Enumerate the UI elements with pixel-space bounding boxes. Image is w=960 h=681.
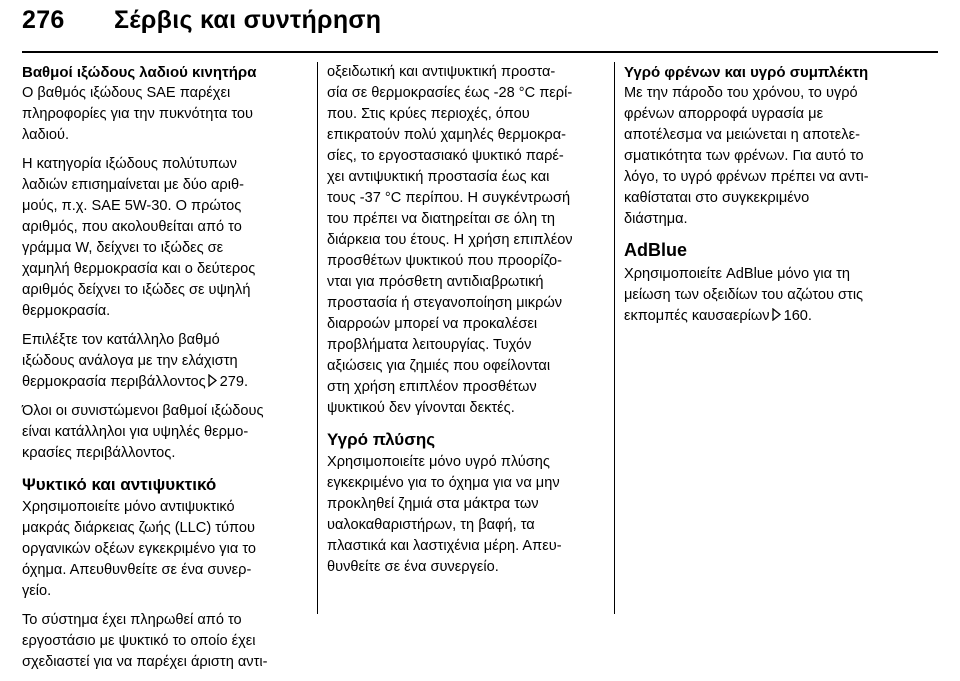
section-heading: Υγρό φρένων και υγρό συμπλέκτη — [624, 64, 869, 81]
column-divider — [317, 62, 318, 614]
xref-page-link[interactable]: 160. — [783, 308, 812, 324]
paragraph: Χρησιμοποιείτε μόνο υγρό πλύσης εγκεκριμένο για το όχημα για να μην προκληθεί ζημιά στα μάκτρα των υαλοκαθαριστήρων, τη βαφή, τα πλαστικά και λαστιχένια μέρη. Απευ- θυνθείτε σε ένα συνεργείο. — [327, 454, 562, 575]
page-number: 276 — [22, 6, 65, 34]
page-header — [22, 0, 938, 54]
xref-page-link[interactable]: 279. — [219, 374, 249, 390]
xref-text: Επιλέξτε τον κατάλληλο βαθμό ιξώδους ανάλογα με την ελάχιστη θερμοκρασία περιβάλλοντος — [22, 332, 238, 390]
xref-text: Χρησιμοποιείτε AdBlue μόνο για τη μείωση των οξειδίων του αζώτου στις εκπομπές καυσαερίων — [624, 266, 864, 324]
column-1 — [22, 62, 316, 681]
header-rule — [22, 51, 938, 53]
triangle-right-outline-icon — [772, 308, 781, 321]
washer-fluid-section — [327, 429, 615, 578]
paragraph: Το σύστημα έχει πληρωθεί από το εργοστάσιο με ψυκτικό το οποίο έχει σχεδιαστεί για να παρέχει άριστη αντι- — [22, 612, 268, 670]
column-3 — [624, 62, 920, 335]
brake-clutch-fluid-section — [624, 62, 920, 230]
paragraph: Με την πάροδο του χρόνου, το υγρό φρένων απορροφά υγρασία με αποτέλεσμα να μειώνεται η αποτελε- σματικότητα των φρένων. Για αυτό το λόγο, το υγρό φρένων πρέπει να αντι- καθίσταται στο συγκεκριμένο διάστημα. — [624, 85, 869, 227]
section-heading: Ψυκτικό και αντιψυκτικό — [22, 475, 217, 494]
adblue-section — [624, 240, 920, 327]
section-heading: Βαθμοί ιξώδους λαδιού κινητήρα — [22, 64, 257, 81]
paragraph-with-xref — [624, 264, 920, 327]
section-heading: AdBlue — [624, 240, 687, 260]
triangle-right-outline-icon — [208, 374, 217, 387]
paragraph-with-xref — [22, 330, 316, 393]
paragraph: Όλοι οι συνιστώμενοι βαθμοί ιξώδους είναι κατάλληλοι για υψηλές θερμο- κρασίες περιβάλλοντος. — [22, 403, 264, 461]
engine-oil-viscosity-section — [22, 62, 316, 464]
paragraph: Χρησιμοποιείτε μόνο αντιψυκτικό μακράς διάρκειας ζωής (LLC) τύπου οργανικών οξέων εγκεκριμένο για το όχημα. Απευθυνθείτε σε ένα συνερ- γείο. — [22, 499, 256, 599]
section-heading: Υγρό πλύσης — [327, 430, 436, 449]
paragraph: Η κατηγορία ιξώδους πολύτυπων λαδιών επισημαίνεται με δύο αριθ- μούς, π.χ. SAE 5W-30. Ο πρώτος αριθμός, που ακολουθείται από το γράμμα W, δείχνει το ιξώδες σε χαμηλή θερμοκρασία και ο δεύτερος αριθμός δείχνει το ιξώδες σε υψηλή θερμοκρασία. — [22, 156, 256, 319]
coolant-continued — [327, 62, 615, 419]
paragraph: Ο βαθμός ιξώδους SAE παρέχει πληροφορίες για την πυκνότητα του λαδιού. — [22, 85, 254, 143]
section-title: Σέρβις και συντήρηση — [114, 6, 382, 34]
coolant-antifreeze-section — [22, 474, 316, 673]
paragraph: οξειδωτική και αντιψυκτική προστα- σία σε θερμοκρασίες έως -28 °C περί- που. Στις κρύες περιοχές, όπου επικρατούν πολύ χαμηλές θερμοκρα- σίες, το εργοστασιακό ψυκτικό παρέ- χει αντιψυκτική προστασία έως και τους -37 °C περίπου. Η συγκέντρωσή του πρέπει να διατηρείται σε όλη τη διάρκεια του έτους. Η χρήση επιπλέον προσθέτων ψυκτικού που προορίζο- νται για πρόσθετη αντιδιαβρωτική προστασία ή στεγανοποίηση μικρών διαρροών μπορεί να προκαλέσει προβλήματα λειτουργίας. Τυχόν αξιώσεις για ζημιές που οφείλονται στη χρήση επιπλέον προσθέτων ψυκτικού δεν γίνονται δεκτές. — [327, 64, 573, 416]
column-2 — [327, 62, 615, 586]
